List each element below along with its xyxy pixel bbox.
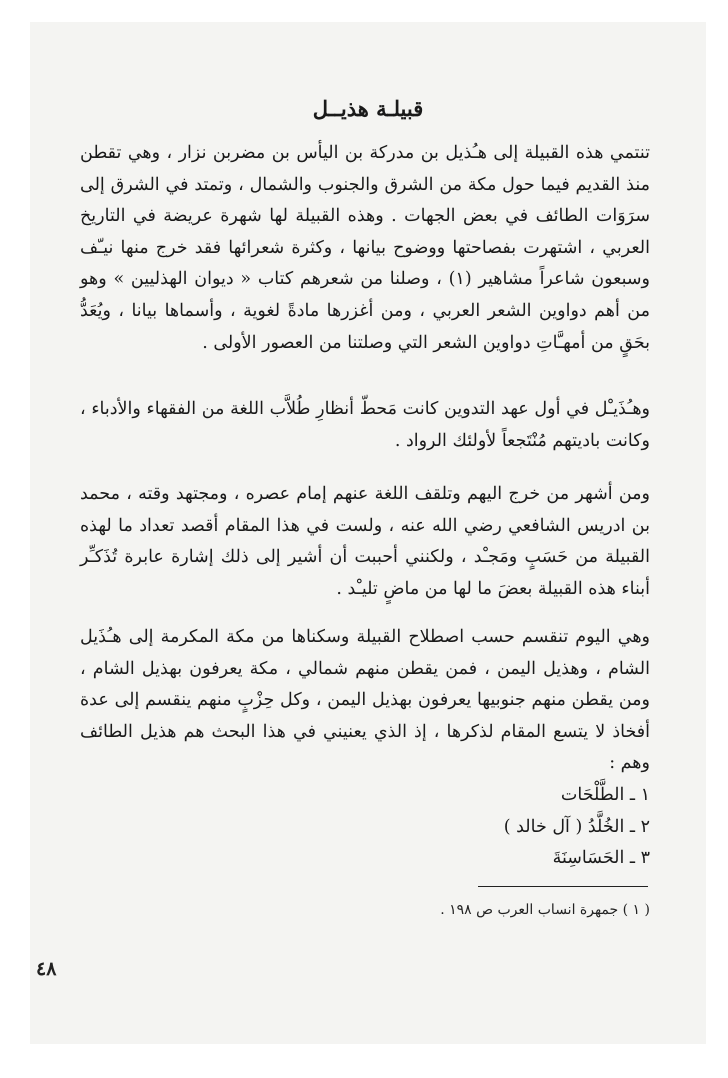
footnote: ( ١ ) جمهرة انساب العرب ص ١٩٨ . — [440, 902, 650, 918]
list-item: ٣ ـ الحَسَاسِنَةَ — [552, 848, 650, 869]
list-item: ٢ ـ الخُلَّدُ ( آل خالد ) — [503, 816, 650, 837]
page-number: ٤٨ — [36, 958, 57, 980]
page-title: قبيلـة هذيــل — [312, 96, 424, 121]
paragraph-2: وهـُذَيـْل في أول عهد التدوين كانت مَحطّ أنظارِ طُلاَّب اللغة من الفقهاء والأدباء ، وكانت باديتهم مُنْتَجعاً لأولئك الرواد . — [80, 399, 650, 451]
paragraph-4: وهي اليوم تنقسم حسب اصطلاح القبيلة وسكناها من مكة المكرمة إلى هـُذَيل الشام ، وهذيل اليمن ، فمن يقطن منهم شمالي ، مكة يعرفون بهذيل الشام ، ومن يقطن منهم جنوبيها يعرفون بهذيل اليمن ، وكل حِزْبٍ منهم ينقسم إلى عدة أفخاذ لا يتسع المقام لذكرها ، إذ الذي يعنيني في هذا البحث هم هذيل الطائف وهم : — [80, 627, 650, 774]
book-page — [30, 22, 706, 1044]
paragraph-1: تنتمي هذه القبيلة إلى هـُذيل بن مدركة بن اليأس بن مضربن نزار ، وهي تقطن منذ القديم فيما حول مكة من الشرق والجنوب والشمال ، وتمتد في الشرق إلى سرَوَات الطائف في بعض الجهات . وهذه القبيلة لها شهرة عريضة في التاريخ العربي ، اشتهرت بفصاحتها ووضوح بيانها ، وكثرة شعرائها فقد خرج منها نيـّف وسبعون شاعراً مشاهير (١) ، وصلنا من شعرهم كتاب « ديوان الهذليين » وهو من أهم دواوين الشعر العربي ، ومن أغزرها مادةً لغوية ، وأسماها بيانا ، ويُعَدُّ بحَقٍ من أمهـَّاتِ دواوين الشعر التي وصلتنا من العصور الأولى . — [80, 143, 650, 353]
clan-list — [350, 780, 650, 875]
paragraph-3: ومن أشهر من خرج اليهم وتلقف اللغة عنهم إمام عصره ، ومجتهد وقته ، محمد بن ادريس الشافعي رضي الله عنه ، ولست في هذا المقام أقصد تعداد ما لهذه القبيلة من حَسَبٍ ومَجـْد ، ولكنني أحببت أن أشير إلى ذلك إشارة عابرة تُذَكـِّر أبناء هذه القبيلة بعضَ ما لها من ماضٍ تليـْد . — [80, 484, 650, 599]
footnote-divider — [478, 886, 648, 887]
list-item: ١ ـ الطَّلْحَات — [560, 785, 650, 805]
